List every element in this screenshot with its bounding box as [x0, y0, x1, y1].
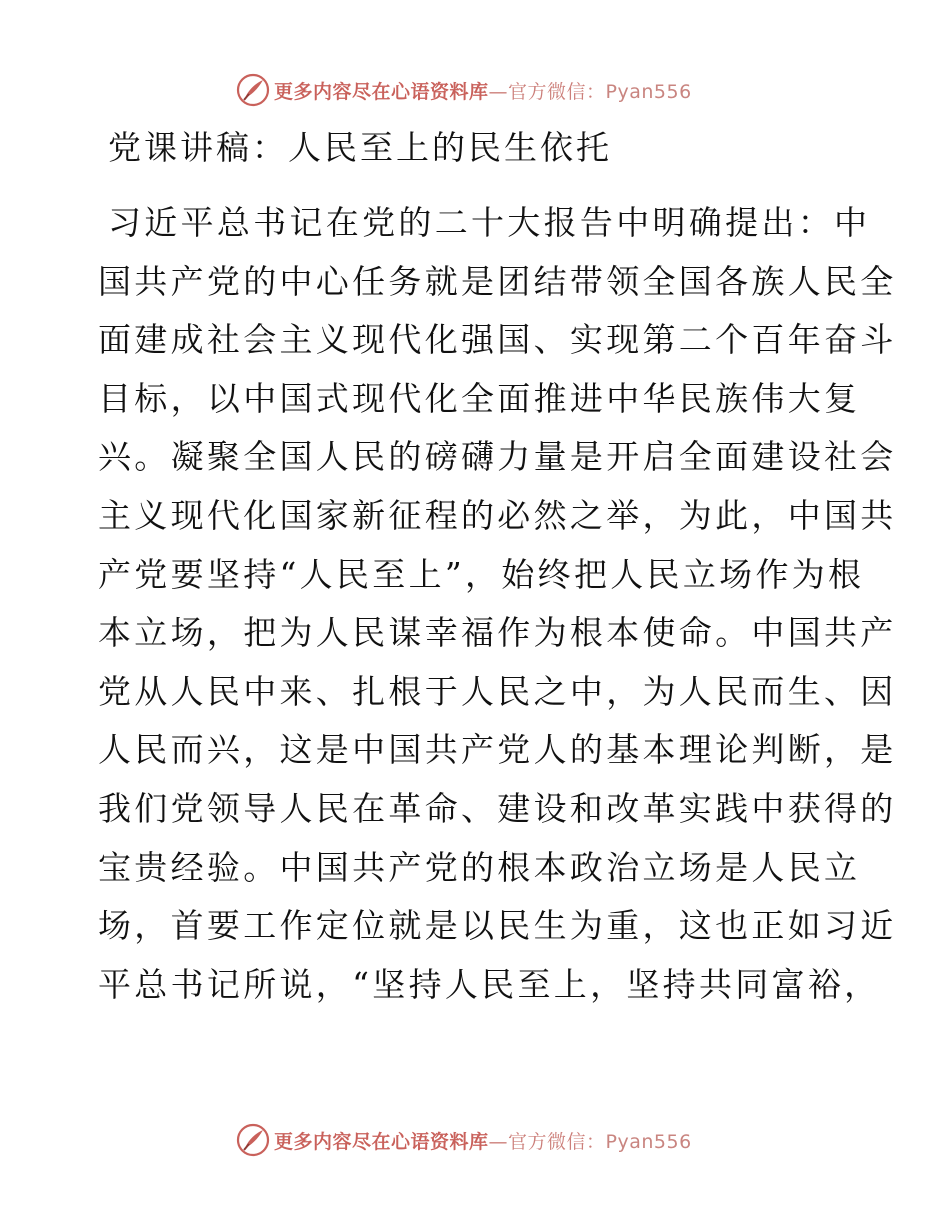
- watermark-separator: —: [488, 80, 509, 103]
- watermark-account-label: 官方微信：: [508, 1130, 606, 1153]
- body-line: 人民而兴，这是中国共产党人的基本理论判断，是: [98, 730, 897, 770]
- body-line: 平总书记所说，“坚持人民至上，坚持共同富裕，: [98, 964, 881, 1004]
- body-line: 国共产党的中心任务就是团结带领全国各族人民全: [98, 261, 897, 301]
- body-line: 兴。凝聚全国人民的磅礴力量是开启全面建设社会: [98, 437, 897, 477]
- quill-logo-icon: [236, 73, 270, 107]
- document-title: 党课讲稿：人民至上的民生依托: [108, 128, 612, 167]
- body-line: 产党要坚持“人民至上”，始终把人民立场作为根: [98, 554, 865, 594]
- watermark-separator: —: [488, 1130, 509, 1153]
- watermark-brand: 更多内容尽在心语资料库: [274, 80, 489, 103]
- body-line: 面建成社会主义现代化强国、实现第二个百年奋斗: [98, 320, 897, 360]
- body-line: 宝贵经验。中国共产党的根本政治立场是人民立: [98, 847, 861, 887]
- body-line: 我们党领导人民在革命、建设和改革实践中获得的: [98, 788, 897, 828]
- body-line: 目标，以中国式现代化全面推进中华民族伟大复: [98, 378, 861, 418]
- document-body: [98, 194, 897, 1014]
- watermark-text: [274, 1127, 692, 1154]
- watermark-account-id: Pyan556: [605, 80, 692, 103]
- body-line: 本立场，把为人民谋幸福作为根本使命。中国共产: [98, 613, 897, 653]
- quill-logo-icon: [236, 1123, 270, 1157]
- watermark-brand: 更多内容尽在心语资料库: [274, 1130, 489, 1153]
- footer-watermark: [236, 1123, 692, 1157]
- body-line: 主义现代化国家新征程的必然之举，为此，中国共: [98, 495, 897, 535]
- header-watermark: [236, 73, 692, 107]
- watermark-account-label: 官方微信：: [508, 80, 606, 103]
- watermark-account-id: Pyan556: [605, 1130, 692, 1153]
- body-line: 场，首要工作定位就是以民生为重，这也正如习近: [98, 906, 897, 946]
- watermark-text: [274, 77, 692, 104]
- body-line: 党从人民中来、扎根于人民之中，为人民而生、因: [98, 671, 897, 711]
- body-line: 习近平总书记在党的二十大报告中明确提出：中: [108, 203, 871, 242]
